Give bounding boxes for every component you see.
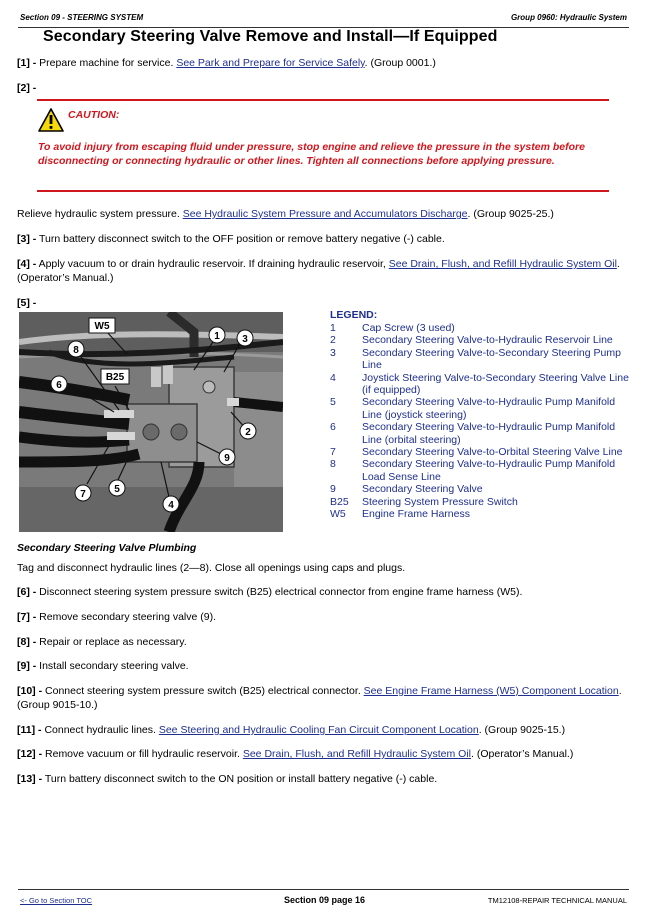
legend-key: W5: [330, 508, 346, 521]
step-number: [3] -: [17, 233, 37, 245]
page-header: [18, 11, 629, 28]
step-2: [17, 81, 629, 95]
step-13: [17, 772, 629, 786]
drain-flush-refill-link-2[interactable]: See Drain, Flush, and Refill Hydraulic System Oil: [242, 748, 472, 760]
step-6: [17, 585, 629, 599]
legend-text: Steering System Pressure Switch: [362, 495, 518, 508]
step-text: Turn battery disconnect switch to the OFF position or remove battery negative (-) cable.: [38, 233, 445, 245]
callout-5: 5: [114, 484, 120, 495]
page-title: Secondary Steering Valve Remove and Install—If Equipped: [43, 28, 498, 45]
step-text: Remove vacuum or fill hydraulic reservoir.: [45, 748, 243, 760]
legend-text: Cap Screw (3 used): [362, 322, 455, 334]
legend-key: 8: [330, 458, 336, 471]
relieve-pressure-text: [17, 207, 629, 221]
legend-text: Secondary Steering Valve-to-Secondary Steering Pump Line: [362, 346, 621, 372]
steering-circuit-location-link[interactable]: See Steering and Hydraulic Cooling Fan Circuit Component Location: [158, 724, 479, 736]
legend-text: Engine Frame Harness: [362, 508, 470, 521]
legend-text: Secondary Steering Valve-to-Hydraulic Pump Manifold Line (joystick steering): [362, 396, 616, 421]
step-suffix: . (Group 9015-10.): [17, 685, 622, 711]
step-1: [17, 56, 629, 70]
step-12: [17, 747, 629, 761]
step-number: [2] -: [17, 82, 37, 94]
legend-item: [330, 372, 630, 397]
legend-key: 7: [330, 446, 336, 459]
valve-plumbing-photo: [19, 312, 283, 532]
step-number: [8] -: [17, 636, 37, 648]
step-10: [17, 684, 629, 712]
legend-key: 9: [330, 483, 336, 496]
callout-1: 1: [214, 331, 220, 342]
legend-item: [330, 496, 630, 508]
legend-key: B25: [330, 495, 349, 508]
step-suffix: . (Operator’s Manual.): [471, 748, 574, 760]
caution-text: To avoid injury from escaping fluid under pressure, stop engine and relieve the pressure in the system before disconnecting or connecting hydraulic or other lines. Tighten all connections before applying pressure.: [38, 141, 585, 167]
tag-lines-text: [17, 561, 629, 575]
legend-item: [330, 347, 630, 372]
step-number: [9] -: [17, 660, 37, 672]
legend-item: [330, 334, 630, 346]
step-text: Tag and disconnect hydraulic lines (2—8). Close all openings using caps and plugs.: [17, 562, 406, 574]
step-text: Relieve hydraulic system pressure.: [17, 208, 183, 220]
callout-9: 9: [224, 453, 230, 464]
step-number: [12] -: [17, 748, 43, 760]
warning-triangle-icon: [38, 108, 64, 132]
step-8: [17, 635, 629, 649]
step-text: Connect hydraulic lines.: [44, 724, 159, 736]
step-text: Turn battery disconnect switch to the ON position or install battery negative (-) cable.: [44, 773, 438, 785]
step-number: [4] -: [17, 258, 37, 270]
step-suffix: . (Operator’s Manual.): [17, 258, 620, 284]
step-suffix: . (Group 9025-25.): [467, 208, 554, 220]
callout-w5: W5: [94, 321, 110, 332]
legend-key: 4: [330, 371, 336, 384]
callout-8: 8: [73, 345, 79, 356]
legend-text: Secondary Steering Valve-to-Hydraulic Pump Manifold Load Sense Line: [362, 458, 616, 483]
legend: [330, 309, 630, 521]
legend-item: [330, 483, 630, 495]
legend-key: 5: [330, 396, 336, 409]
step-number: [1] -: [17, 57, 37, 69]
step-number: [11] -: [17, 724, 42, 736]
legend-text: Secondary Steering Valve: [362, 483, 483, 496]
callout-4: 4: [168, 500, 174, 511]
step-7: [17, 610, 629, 624]
step-text: Repair or replace as necessary.: [39, 636, 187, 648]
legend-text: Secondary Steering Valve-to-Orbital Steering Valve Line: [362, 446, 623, 459]
park-prepare-link[interactable]: See Park and Prepare for Service Safely: [176, 57, 365, 69]
step-9: [17, 659, 629, 673]
legend-text: Secondary Steering Valve-to-Hydraulic Pump Manifold Line (orbital steering): [362, 421, 616, 446]
legend-item: [330, 446, 630, 458]
caution-top-rule: [37, 99, 609, 101]
legend-key: 1: [330, 322, 336, 334]
valve-plumbing-illustration: [19, 312, 283, 532]
step-number: [10] -: [17, 685, 43, 697]
caution-bottom-rule: [37, 190, 609, 192]
legend-item: [330, 322, 630, 334]
group-label: Group 0960: Hydraulic System: [510, 13, 627, 22]
legend-item: [330, 508, 630, 520]
legend-item: [330, 421, 630, 446]
step-text: Prepare machine for service.: [39, 57, 177, 69]
caution-label: CAUTION:: [68, 109, 120, 121]
step-number: [7] -: [17, 611, 37, 623]
step-number: [13] -: [17, 773, 43, 785]
manual-title: TM12108-REPAIR TECHNICAL MANUAL: [487, 896, 627, 905]
step-text: Apply vacuum to or drain hydraulic reservoir. If draining hydraulic reservoir,: [38, 258, 389, 270]
step-text: Remove secondary steering valve (9).: [39, 611, 217, 623]
callout-6: 6: [56, 380, 62, 391]
callout-b25: B25: [105, 372, 125, 383]
footer-rule: [18, 889, 629, 890]
callout-7: 7: [80, 489, 86, 500]
pressure-discharge-link[interactable]: See Hydraulic System Pressure and Accumulators Discharge: [182, 208, 468, 220]
step-4: [17, 257, 629, 285]
engine-frame-harness-link[interactable]: See Engine Frame Harness (W5) Component Location: [363, 685, 619, 697]
step-11: [17, 723, 629, 737]
callout-2: 2: [245, 427, 251, 438]
section-toc-link[interactable]: <- Go to Section TOC: [20, 896, 93, 905]
step-number: [6] -: [17, 586, 37, 598]
section-label: Section 09 - STEERING SYSTEM: [20, 13, 144, 22]
page-number: Section 09 page 16: [283, 895, 366, 905]
legend-key: 3: [330, 346, 336, 359]
step-3: [17, 232, 629, 246]
step-suffix: . (Group 0001.): [364, 57, 436, 69]
step-number: [5] -: [17, 297, 37, 309]
legend-title: LEGEND:: [330, 309, 378, 321]
legend-item: [330, 458, 630, 483]
step-5: [17, 296, 629, 310]
step-suffix: . (Group 9025-15.): [478, 724, 566, 736]
legend-key: 2: [330, 334, 336, 347]
drain-flush-refill-link[interactable]: See Drain, Flush, and Refill Hydraulic System Oil: [388, 258, 617, 270]
legend-text: Secondary Steering Valve-to-Hydraulic Reservoir Line: [362, 334, 613, 347]
callout-3: 3: [242, 334, 248, 345]
step-text: Install secondary steering valve.: [39, 660, 189, 672]
legend-key: 6: [330, 421, 336, 434]
figure-caption: Secondary Steering Valve Plumbing: [17, 542, 197, 554]
step-text: Connect steering system pressure switch (B25) electrical connector.: [45, 685, 364, 697]
step-text: Disconnect steering system pressure switch (B25) electrical connector from engine frame harness (W5).: [39, 586, 523, 598]
legend-item: [330, 396, 630, 421]
legend-text: Joystick Steering Valve-to-Secondary Steering Valve Line (if equipped): [362, 371, 629, 397]
